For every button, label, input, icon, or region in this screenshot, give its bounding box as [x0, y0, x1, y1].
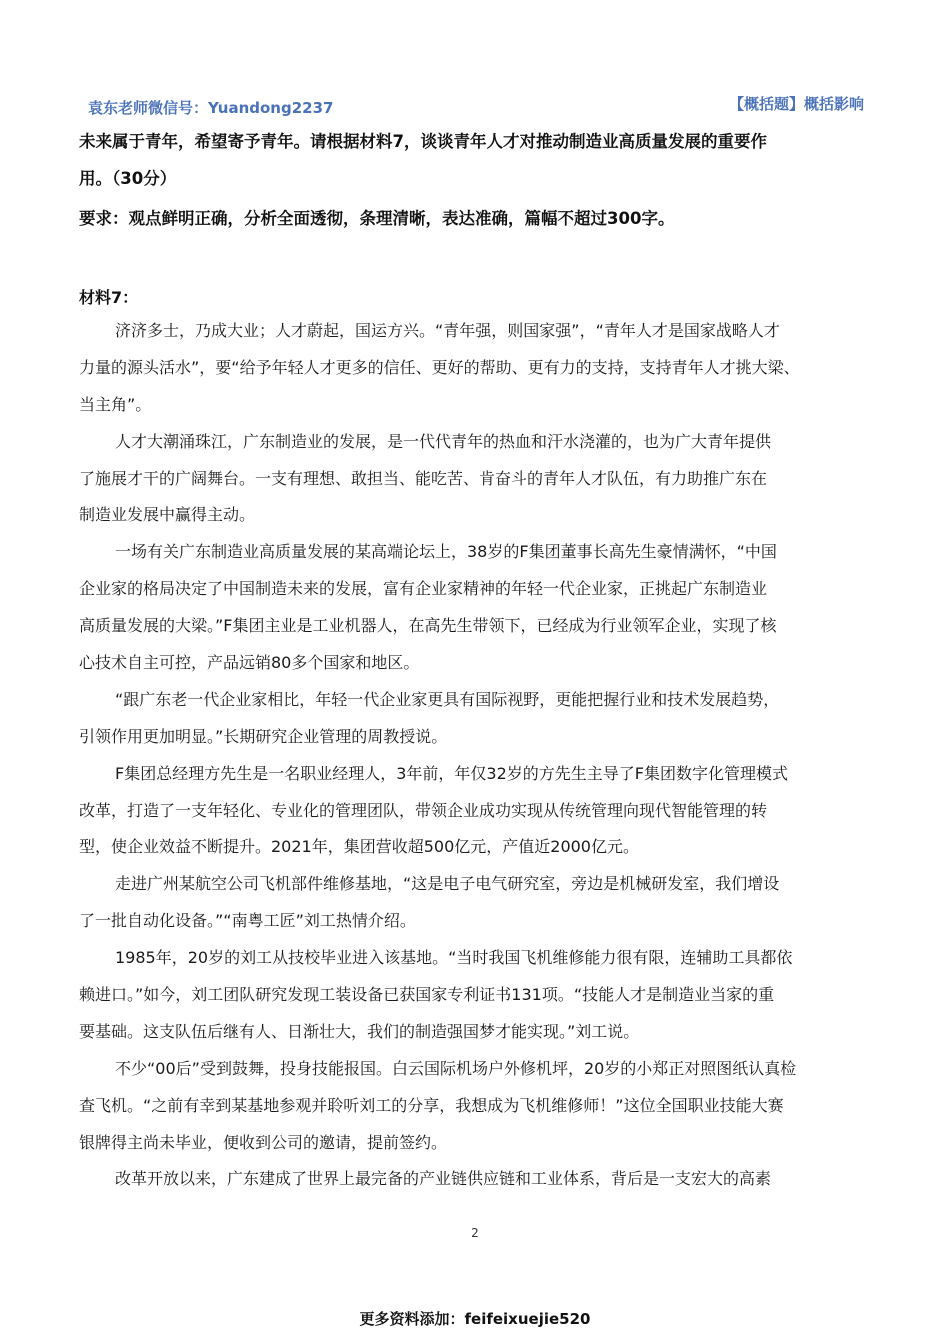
material-line: 引领作用更加明显。”长期研究企业管理的周教授说。 [79, 726, 448, 746]
material-line: 心技术自主可控，产品远销80多个国家和地区。 [79, 653, 420, 673]
material-line: 走进广州某航空公司飞机部件维修基地，“这是电子电气研究室，旁边是机械研发室，我们增设 [115, 874, 780, 894]
material-title: 材料7： [79, 288, 139, 307]
material-line: 当主角”。 [79, 394, 152, 414]
material-line: 了施展才干的广阔舞台。一支有理想、敢担当、能吃苦、肯奋斗的青年人才队伍，有力助推广东在 [79, 468, 768, 488]
material-line: 改革开放以来，广东建成了世界上最完备的产业链供应链和工业体系，背后是一支宏大的高素 [115, 1169, 772, 1189]
material-line: F集团总经理方先生是一名职业经理人，3年前，年仅32岁的方先生主导了F集团数字化管理模式 [115, 763, 788, 783]
material-line: 人才大潮涌珠江，广东制造业的发展，是一代代青年的热血和汗水浇灌的，也为广大青年提供 [115, 431, 772, 451]
material-line: 不少“00后”受到鼓舞，投身技能报国。白云国际机场户外修机坪，20岁的小郑正对照图纸认真检 [115, 1058, 797, 1078]
footer-contact: 更多资料添加：feifeixuejie520 [359, 1310, 591, 1328]
material-line: 银牌得主尚未毕业，便收到公司的邀请，提前签约。 [79, 1132, 448, 1152]
material-line: 企业家的格局决定了中国制造未来的发展，富有企业家精神的年轻一代企业家，正挑起广东制造业 [79, 579, 768, 599]
material-line: 高质量发展的大梁。”F集团主业是工业机器人，在高先生带领下，已经成为行业领军企业，实现了核 [79, 616, 777, 636]
material-body [79, 313, 894, 1198]
material-line: 制造业发展中赢得主动。 [79, 505, 256, 525]
header-question-type: 【概括题】概括影响 [728, 95, 864, 113]
material-line: 1985年，20岁的刘工从技校毕业进入该基地。“当时我国飞机维修能力很有限，连辅助工具都依 [115, 948, 793, 968]
material-line: 查飞机。“之前有幸到某基地参观并聆听刘工的分享，我想成为飞机维修师！”这位全国职业技能大赛 [79, 1095, 784, 1115]
material-line: 赖进口。”如今，刘工团队研究发现工装设备已获国家专利证书131项。“技能人才是制造业当家的重 [79, 985, 775, 1005]
material-line: 型，使企业效益不断提升。2021年，集团营收超500亿元，产值近2000亿元。 [79, 837, 639, 857]
material-line: 了一批自动化设备。”“南粤工匠”刘工热情介绍。 [79, 911, 416, 931]
question-requirement: 要求：观点鲜明正确，分析全面透彻，条理清晰，表达准确，篇幅不超过300字。 [79, 209, 675, 228]
material-line: 改革，打造了一支年轻化、专业化的管理团队，带领企业成功实现从传统管理向现代智能管理的转 [79, 800, 768, 820]
material-line: 力量的源头活水”，要“给予年轻人才更多的信任、更好的帮助、更有力的支持，支持青年人才挑大梁、 [79, 357, 800, 377]
material-line: 要基础。这支队伍后继有人、日渐壮大，我们的制造强国梦才能实现。”刘工说。 [79, 1021, 640, 1041]
page-number: 2 [471, 1226, 479, 1240]
question-line-2: 用。（30分） [79, 169, 177, 188]
material-line: “跟广东老一代企业家相比，年轻一代企业家更具有国际视野，更能把握行业和技术发展趋势， [115, 689, 780, 709]
question-line-1: 未来属于青年，希望寄予青年。请根据材料7，谈谈青年人才对推动制造业高质量发展的重要作 [79, 132, 767, 151]
material-line: 一场有关广东制造业高质量发展的某高端论坛上，38岁的F集团董事长高先生豪情满怀，“中国 [115, 542, 777, 562]
header-wechat-contact: 袁东老师微信号：Yuandong2237 [88, 99, 334, 117]
material-line: 济济多士，乃成大业；人才蔚起，国运方兴。“青年强，则国家强”，“青年人才是国家战略人才 [115, 321, 780, 340]
